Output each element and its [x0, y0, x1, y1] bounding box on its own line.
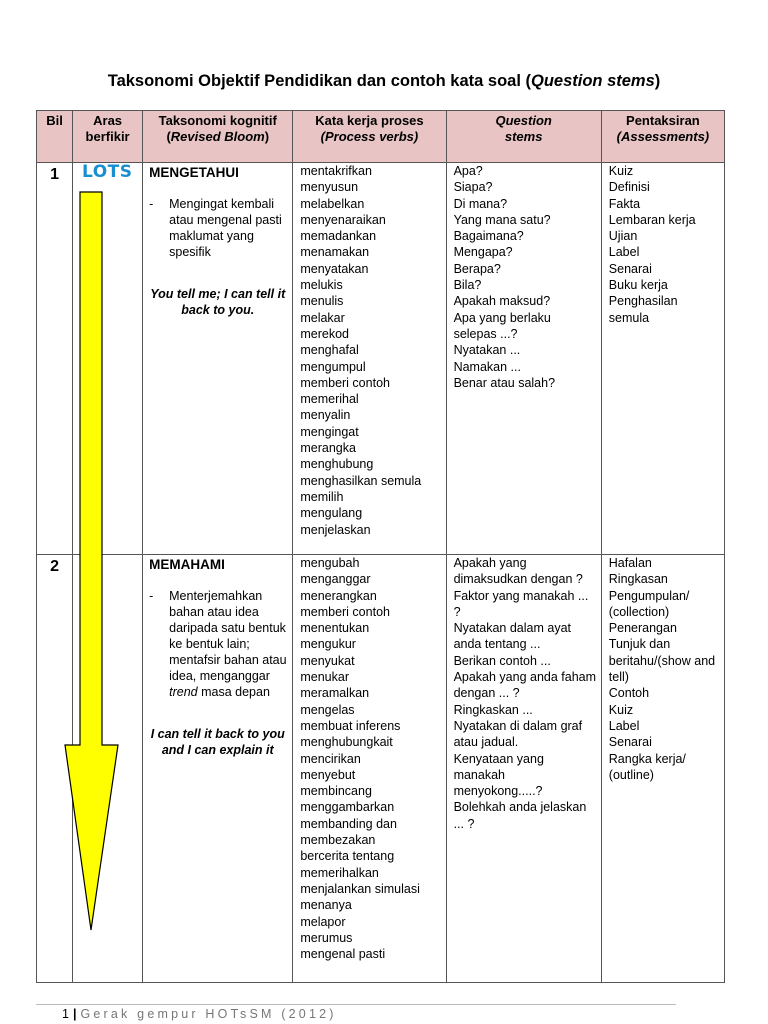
verb-item: menulis — [300, 294, 344, 309]
lots-label: LOTS — [82, 162, 133, 182]
verb-item: mencirikan — [300, 751, 361, 766]
verb-item: memerihalkan — [300, 865, 379, 880]
verb-item: melabelkan — [300, 196, 365, 211]
verb-item: mengenal pasti — [300, 947, 386, 962]
title-italic: Question stems — [530, 72, 655, 90]
assessment-item: Senarai — [608, 261, 652, 276]
stem-item: Kenyataan yang manakah menyokong.....? — [453, 751, 544, 799]
verb-item: melukis — [300, 278, 343, 293]
stem-item: Bolehkah anda jelaskan ... ? — [453, 800, 587, 831]
assessment-item: Kuiz — [608, 164, 634, 178]
assessments-cell — [601, 555, 724, 983]
stem-item: Berapa? — [453, 261, 501, 276]
stem-item: Di mana? — [453, 196, 508, 211]
verb-item: membincang — [300, 784, 372, 799]
header-row — [37, 111, 725, 163]
verb-item: memerihal — [300, 392, 359, 407]
down-arrow-icon — [62, 190, 122, 935]
verb-item: menggambarkan — [300, 800, 395, 815]
verb-item: menghubungkait — [300, 735, 393, 750]
verb-item: menanya — [300, 898, 352, 913]
row-number: 1 — [37, 163, 73, 555]
verb-item: menjalankan simulasi — [300, 881, 420, 896]
verb-item: menyebut — [300, 767, 356, 782]
footer-separator: | — [72, 1007, 77, 1021]
assessment-item: Penghasilan semula — [608, 294, 678, 325]
verb-item: memadankan — [300, 229, 377, 244]
assessments-list — [602, 163, 724, 326]
stem-item: Benar atau salah? — [453, 375, 556, 390]
verb-item: menjelaskan — [300, 522, 371, 537]
verb-item: menyukat — [300, 653, 355, 668]
stem-item: Siapa? — [453, 180, 493, 195]
level-description: - Mengingat kembali atau mengenal pasti maklumat yang spesifik — [149, 197, 282, 259]
title-end: ) — [654, 72, 661, 90]
assessments-cell — [601, 163, 724, 555]
level-name: MENGETAHUI — [149, 165, 239, 180]
verb-item: menghafal — [300, 343, 359, 358]
stem-item: Apakah yang anda faham dengan ... ? — [453, 670, 597, 701]
stem-item: Faktor yang manakah ... ? — [453, 588, 589, 619]
verb-item: mengingat — [300, 424, 359, 439]
arrow-shape — [65, 192, 118, 930]
verbs-cell — [293, 555, 446, 983]
stem-item: Yang mana satu? — [453, 212, 551, 227]
header-aras: Aras berfikir — [73, 111, 143, 163]
verb-item: menyenaraikan — [300, 212, 386, 227]
assessment-item: Buku kerja — [608, 278, 668, 293]
stem-item: Nyatakan ... — [453, 343, 521, 358]
header-pentaksiran: Pentaksiran (Assessments) — [601, 111, 724, 163]
title-text: Taksonomi Objektif Pendidikan dan contoh kata soal ( — [107, 72, 531, 90]
assessment-item: Penerangan — [608, 621, 677, 636]
stems-cell — [446, 163, 601, 555]
verb-item: memberi contoh — [300, 604, 390, 619]
taksonomi-cell — [143, 555, 293, 983]
verb-item: menghasilkan semula — [300, 473, 422, 488]
stem-item: Namakan ... — [453, 359, 521, 374]
footer-text: Gerak gempur HOTsSM (2012) — [80, 1007, 337, 1021]
header-kata-kerja: Kata kerja proses (Process verbs) — [293, 111, 446, 163]
verb-item: merekod — [300, 326, 349, 341]
verb-item: menukar — [300, 670, 349, 685]
level-name: MEMAHAMI — [149, 557, 225, 572]
stem-item: Apa? — [453, 164, 483, 178]
verb-item: mengukur — [300, 637, 356, 652]
stem-item: Bagaimana? — [453, 229, 524, 244]
page-number: 1 — [62, 1007, 69, 1021]
assessment-item: Hafalan — [608, 556, 652, 570]
assessment-item: Senarai — [608, 735, 652, 750]
header-question-stems: Question stems — [446, 111, 601, 163]
stems-list — [447, 555, 601, 832]
stem-item: Bila? — [453, 278, 482, 293]
verb-item: menyalin — [300, 408, 351, 423]
header-bil: Bil — [37, 111, 73, 163]
footer-divider — [36, 1004, 676, 1005]
table-row — [37, 163, 725, 555]
verbs-list — [293, 555, 445, 962]
assessment-item: Label — [608, 718, 640, 733]
verb-item: mengelas — [300, 702, 355, 717]
page-title — [0, 72, 768, 91]
stem-item: Apa yang berlaku selepas ...? — [453, 310, 551, 341]
verb-item: mentakrifkan — [300, 164, 372, 178]
assessment-item: Lembaran kerja — [608, 212, 696, 227]
verb-item: merangka — [300, 441, 356, 456]
stems-cell — [446, 555, 601, 983]
stem-item: Mengapa? — [453, 245, 513, 260]
header-taksonomi: Taksonomi kognitif (Revised Bloom) — [143, 111, 293, 163]
taksonomi-cell — [143, 163, 293, 555]
assessment-item: Ujian — [608, 229, 638, 244]
verb-item: membanding dan membezakan — [300, 816, 397, 848]
verb-item: melakar — [300, 310, 345, 325]
stem-item: Ringkaskan ... — [453, 702, 533, 717]
stem-item: Apakah yang dimaksudkan dengan ? — [453, 556, 583, 587]
verb-item: merumus — [300, 930, 353, 945]
stems-list — [447, 163, 601, 391]
level-description: - Menterjemahkan bahan atau idea daripada satu bentuk ke bentuk lain; mentafsir bahan atau idea, menganggar trend masa depan — [149, 589, 287, 699]
assessment-item: Fakta — [608, 196, 641, 211]
verb-item: menyusun — [300, 180, 359, 195]
verb-item: meramalkan — [300, 686, 370, 701]
verb-item: membuat inferens — [300, 718, 401, 733]
verb-item: menganggar — [300, 572, 371, 587]
page-footer — [62, 1007, 337, 1021]
assessment-item: Pengumpulan/ (collection) — [608, 588, 690, 619]
verbs-cell — [293, 163, 446, 555]
assessment-item: Rangka kerja/ (outline) — [608, 751, 686, 782]
verb-item: menamakan — [300, 245, 370, 260]
assessment-item: Definisi — [608, 180, 650, 195]
verb-item: menyatakan — [300, 261, 369, 276]
assessment-item: Tunjuk dan beritahu/(show and tell) — [608, 637, 716, 685]
verb-item: menentukan — [300, 621, 370, 636]
assessments-list — [602, 555, 724, 783]
verb-item: mengulang — [300, 506, 363, 521]
stem-item: Apakah maksud? — [453, 294, 551, 309]
table-row — [37, 555, 725, 983]
verb-item: bercerita tentang — [300, 849, 395, 864]
verb-item: melapor — [300, 914, 346, 929]
verb-item: memberi contoh — [300, 375, 390, 390]
assessment-item: Kuiz — [608, 702, 634, 717]
assessment-item: Ringkasan — [608, 572, 668, 587]
verb-item: memilih — [300, 489, 344, 504]
verbs-list — [293, 163, 445, 538]
stem-item: Berikan contoh ... — [453, 653, 551, 668]
assessment-item: Label — [608, 245, 640, 260]
assessment-item: Contoh — [608, 686, 650, 701]
taxonomy-table — [36, 110, 725, 983]
row-number: 2 — [37, 555, 73, 983]
verb-item: menghubung — [300, 457, 374, 472]
level-motto: You tell me; I can tell it back to you. — [150, 287, 286, 317]
verb-item: menerangkan — [300, 588, 377, 603]
level-motto: I can tell it back to you and I can explain it — [150, 727, 285, 757]
verb-item: mengumpul — [300, 359, 366, 374]
stem-item: Nyatakan di dalam graf atau jadual. — [453, 718, 583, 750]
stem-item: Nyatakan dalam ayat anda tentang ... — [453, 621, 571, 652]
verb-item: mengubah — [300, 556, 360, 570]
